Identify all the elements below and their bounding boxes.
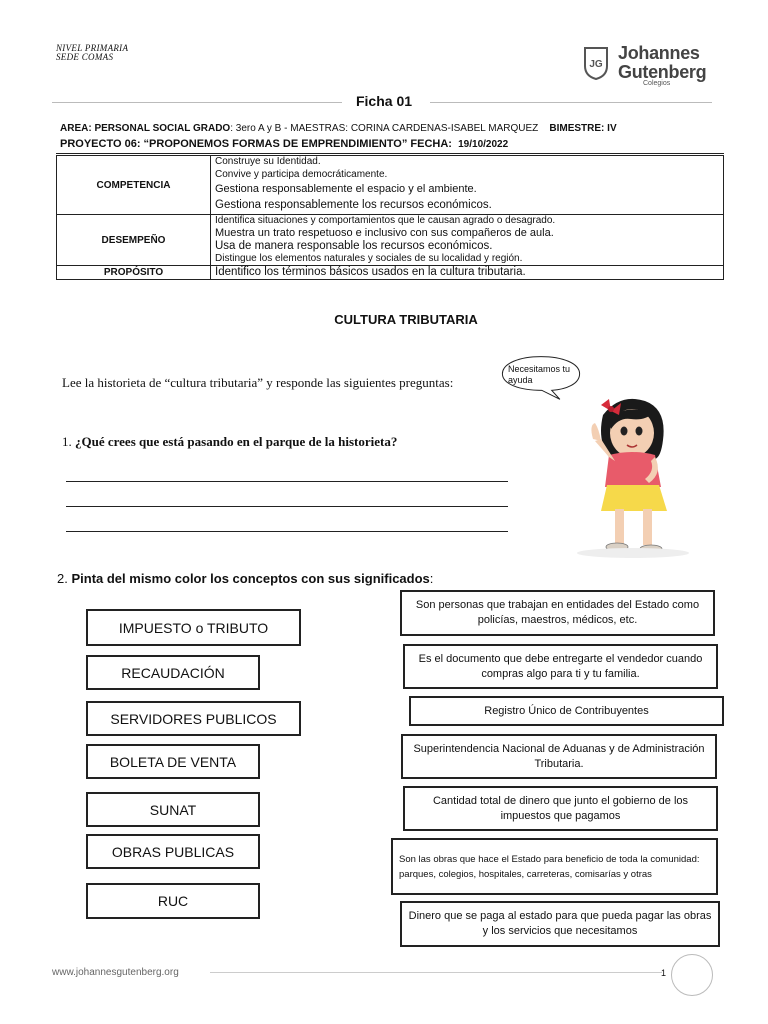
meta-underline xyxy=(56,153,724,154)
competencia-item: Gestiona responsablemente los recursos económicos. xyxy=(215,199,492,211)
proposito-row xyxy=(57,266,724,280)
nivel-label xyxy=(56,44,128,62)
meaning-box[interactable]: Superintendencia Nacional de Aduanas y de Administración Tributaria. xyxy=(401,734,717,779)
concept-box[interactable]: SERVIDORES PUBLICOS xyxy=(86,701,301,736)
question-2 xyxy=(57,571,433,586)
concept-box[interactable]: RECAUDACIÓN xyxy=(86,655,260,690)
answer-line-3[interactable] xyxy=(66,531,508,532)
proyecto-value: : “PROPONEMOS FORMAS DE EMPRENDIMIENTO” FECHA: xyxy=(136,138,452,150)
meaning-box[interactable]: Son las obras que hace el Estado para beneficio de toda la comunidad: parques, colegios, hospitales, carreteras, comisarías y otras xyxy=(391,838,718,895)
concept-box[interactable]: OBRAS PUBLICAS xyxy=(86,834,260,869)
meaning-box[interactable]: Dinero que se paga al estado para que pueda pagar las obras y los servicios que necesitamos xyxy=(400,901,720,947)
answer-line-1[interactable] xyxy=(66,481,508,482)
fecha-value: 19/10/2022 xyxy=(458,139,509,150)
desempeno-item: Muestra un trato respetuoso e inclusivo con sus compañeros de aula. xyxy=(215,227,554,239)
school-logo xyxy=(583,44,718,90)
concept-box[interactable]: RUC xyxy=(86,883,260,919)
logo-name-1: Johannes xyxy=(618,43,700,63)
competencia-label: COMPETENCIA xyxy=(57,156,211,215)
footer-url[interactable]: www.johannesgutenberg.org xyxy=(52,967,179,978)
q2-number: 2. xyxy=(57,571,68,586)
bimestre-value: BIMESTRE: IV xyxy=(549,123,617,134)
desempeno-item: Distingue los elementos naturales y sociales de su localidad y región. xyxy=(215,253,523,264)
competencia-item: Construye su Identidad. xyxy=(215,156,321,167)
meaning-box[interactable]: Es el documento que debe entregarte el vendedor cuando compras algo para ti y tu familia. xyxy=(403,644,718,689)
meaning-box[interactable]: Cantidad total de dinero que junto el gobierno de los impuestos que pagamos xyxy=(403,786,718,831)
q1-number: 1. xyxy=(62,434,72,449)
grado-value: : 3ero A y B - MAESTRAS: xyxy=(230,123,349,134)
q2-text: Pinta del mismo color los conceptos con sus significados xyxy=(71,571,430,586)
question-1 xyxy=(62,434,397,450)
logo-brand xyxy=(618,44,706,82)
logo-sub: Colegios xyxy=(643,80,671,87)
area-label: AREA: PERSONAL SOCIAL GRADO xyxy=(60,123,231,134)
concept-box[interactable]: SUNAT xyxy=(86,792,260,827)
concept-box[interactable]: IMPUESTO o TRIBUTO xyxy=(86,609,301,646)
girl-illustration-icon xyxy=(575,395,690,560)
proposito-cell: Identifico los términos básicos usados en la cultura tributaria. xyxy=(211,266,724,280)
ficha-title: Ficha 01 xyxy=(355,93,413,109)
competencia-row xyxy=(57,156,724,215)
page-circle-icon xyxy=(671,954,713,996)
meta-line-2 xyxy=(60,138,508,150)
info-table xyxy=(56,155,724,280)
competencia-cell xyxy=(211,156,724,215)
q1-text: ¿Qué crees que está pasando en el parque de la historieta? xyxy=(75,434,398,449)
meaning-box[interactable]: Registro Único de Contribuyentes xyxy=(409,696,724,726)
bubble-text: Necesitamos tu ayuda xyxy=(508,364,571,385)
shield-icon xyxy=(583,46,609,80)
footer-line xyxy=(210,972,662,973)
concept-box[interactable]: BOLETA DE VENTA xyxy=(86,744,260,779)
competencia-item: Convive y participa democráticamente. xyxy=(215,169,388,180)
desempeno-item: Usa de manera responsable los recursos económicos. xyxy=(215,240,493,252)
desempeno-label: DESEMPEÑO xyxy=(57,215,211,266)
nivel-text: NIVEL PRIMARIA xyxy=(56,43,129,53)
sede-text: SEDE COMAS xyxy=(56,52,114,62)
section-title: CULTURA TRIBUTARIA xyxy=(334,312,478,327)
desempeno-cell xyxy=(211,215,724,266)
logo-name-2: Gutenberg xyxy=(618,62,707,82)
proposito-label: PROPÓSITO xyxy=(57,266,211,280)
answer-line-2[interactable] xyxy=(66,506,508,507)
logo-badge-text: JG xyxy=(589,59,603,70)
meta-line-1 xyxy=(60,123,617,134)
page-number: 1 xyxy=(661,968,667,978)
maestras-value: CORINA CARDENAS-ISABEL MARQUEZ xyxy=(350,123,539,134)
desempeno-row xyxy=(57,215,724,266)
desempeno-item: Identifica situaciones y comportamientos que le causan agrado o desagrado. xyxy=(215,215,556,226)
intro-text: Lee la historieta de “cultura tributaria” y responde las siguientes preguntas: xyxy=(62,375,454,390)
q2-colon: : xyxy=(429,571,434,586)
meaning-box[interactable]: Son personas que trabajan en entidades del Estado como policías, maestros, médicos, etc. xyxy=(400,590,715,636)
competencia-item: Gestiona responsablemente el espacio y el ambiente. xyxy=(215,183,477,195)
proyecto-label: PROYECTO 06 xyxy=(60,138,137,150)
